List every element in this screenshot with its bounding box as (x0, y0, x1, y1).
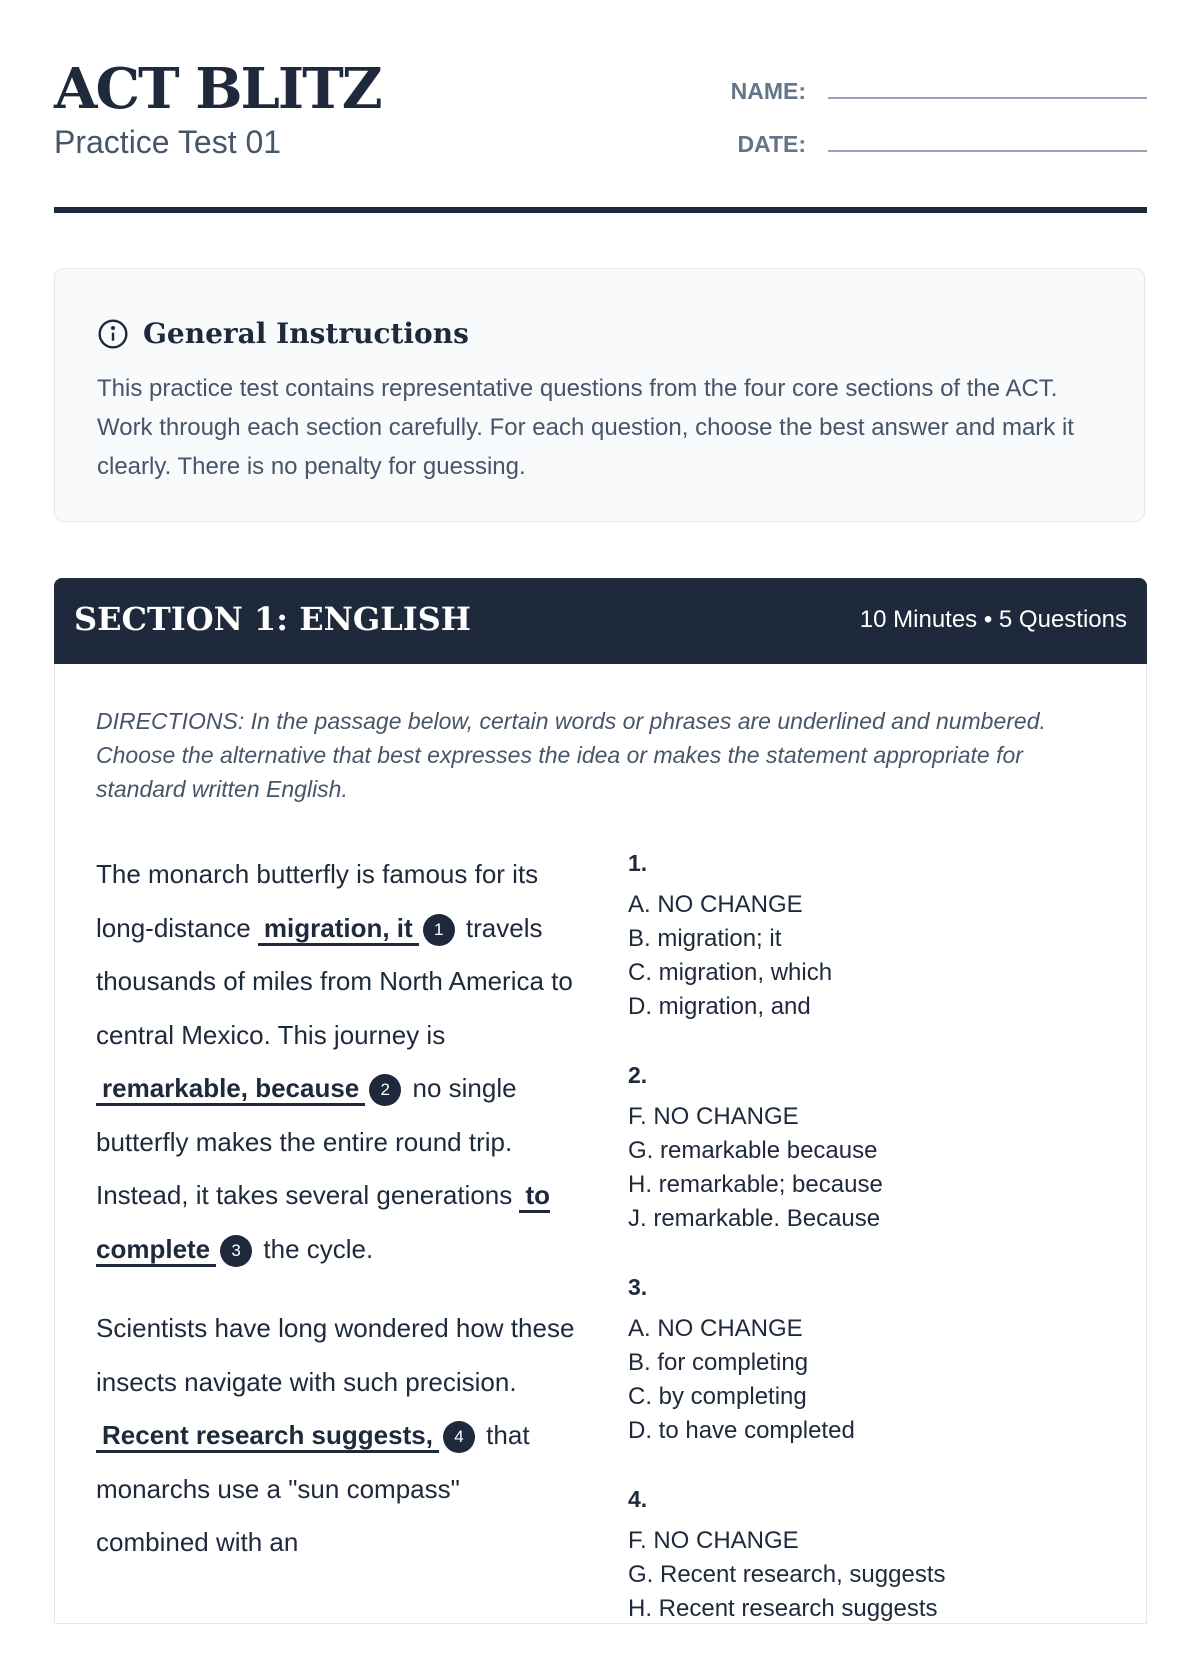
passage-text: that monarchs use a "sun compass" combined with an (96, 1420, 530, 1557)
answer-option[interactable]: A. NO CHANGE (628, 891, 803, 918)
answer-option[interactable]: B. for completing (628, 1349, 809, 1376)
section-directions: DIRECTIONS: In the passage below, certain words or phrases are underlined and numbered. Choose the alternative that best expresses the idea or makes the statement appropriate for standard written English. (96, 708, 1046, 802)
name-line[interactable] (828, 95, 1147, 99)
answer-option[interactable]: A. NO CHANGE (628, 1315, 803, 1342)
underlined-phrase-1: migration, it (258, 913, 419, 946)
instructions-heading: General Instructions (143, 317, 469, 350)
answer-option[interactable]: F. NO CHANGE (628, 1527, 799, 1554)
underlined-phrase-4: Recent research suggests, (96, 1420, 439, 1453)
question-number: 2. (628, 1062, 648, 1088)
passage-text: The monarch butterfly is famous for its long-distance (96, 859, 539, 943)
passage (96, 848, 576, 1596)
answer-option[interactable]: B. migration; it (628, 925, 782, 952)
answer-choices (628, 846, 1128, 1660)
answer-option[interactable]: J. remarkable. Because (628, 1205, 881, 1232)
answer-option[interactable]: G. remarkable because (628, 1137, 878, 1164)
name-label: NAME: (730, 78, 806, 104)
question-4 (628, 1482, 1128, 1626)
section-title: SECTION 1: ENGLISH (74, 600, 472, 638)
passage-text: the cycle. (263, 1233, 374, 1264)
question-number: 3. (628, 1274, 648, 1300)
question-marker-3: 3 (220, 1235, 252, 1267)
info-icon (97, 318, 129, 350)
passage-text: travels thousands of miles from North America to central Mexico. This journey is (96, 912, 573, 1050)
instructions-text: This practice test contains representative questions from the four core sections of the ACT. Work through each section carefully. For each question, choose the best answer and mark it clearly. There is no penalty for guessing. (97, 375, 1074, 480)
question-2 (628, 1058, 1128, 1236)
section-meta: 10 Minutes • 5 Questions (859, 606, 1127, 633)
answer-option[interactable]: C. by completing (628, 1383, 807, 1410)
question-1 (628, 846, 1128, 1024)
test-subtitle: Practice Test 01 (54, 124, 282, 160)
underlined-phrase-3: to complete (96, 1180, 550, 1267)
passage-text: Scientists have long wondered how these insects navigate with such precision. (96, 1313, 575, 1397)
date-field[interactable] (700, 131, 1147, 158)
header-divider (54, 207, 1147, 213)
answer-option[interactable]: F. NO CHANGE (628, 1103, 799, 1130)
question-marker-4: 4 (443, 1421, 475, 1453)
question-marker-2: 2 (369, 1074, 401, 1106)
name-field[interactable] (700, 78, 1147, 105)
date-label: DATE: (737, 131, 806, 157)
answer-option[interactable]: C. migration, which (628, 959, 833, 986)
test-title: ACT BLITZ (54, 56, 381, 122)
answer-option[interactable]: H. Recent research suggests (628, 1595, 938, 1622)
question-marker-1: 1 (423, 914, 455, 946)
question-number: 4. (628, 1486, 648, 1512)
underlined-phrase-2: remarkable, because (96, 1073, 365, 1106)
section-header (54, 578, 1147, 664)
answer-option[interactable]: D. migration, and (628, 993, 811, 1020)
answer-option[interactable]: H. remarkable; because (628, 1171, 883, 1198)
question-number: 1. (628, 850, 648, 876)
passage-text: no single butterfly makes the entire round trip. Instead, it takes several generations (96, 1073, 517, 1210)
answer-option[interactable]: D. to have completed (628, 1417, 855, 1444)
instructions-box (54, 268, 1145, 522)
date-line[interactable] (828, 148, 1147, 152)
answer-option[interactable]: G. Recent research, suggests (628, 1561, 946, 1588)
question-3 (628, 1270, 1128, 1448)
